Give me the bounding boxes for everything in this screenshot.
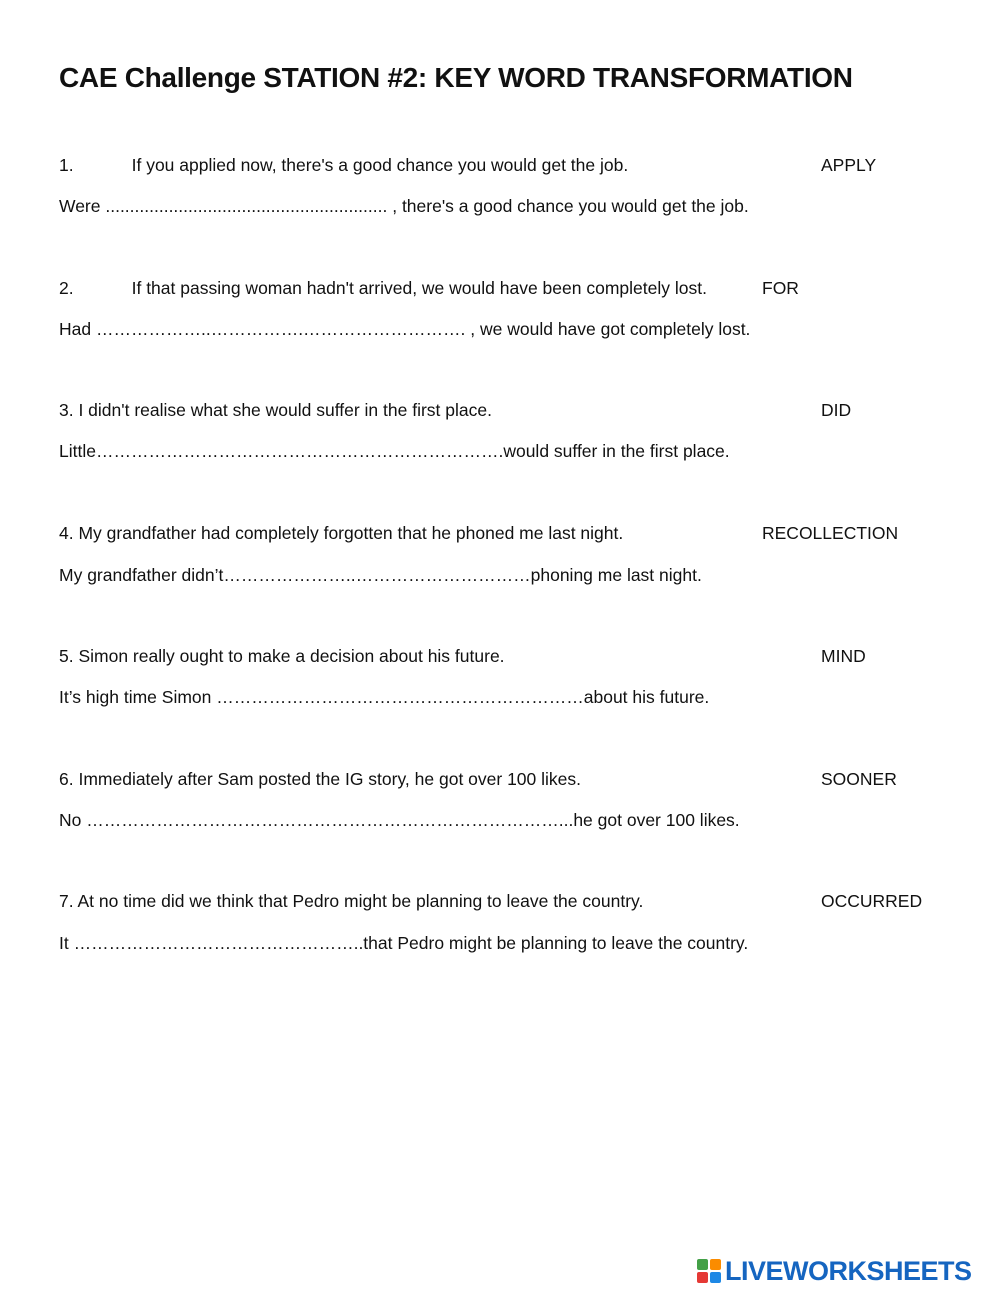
question-3-answer-line[interactable]: Little…………………………………………………………….would suffer in the first place. (59, 441, 730, 461)
question-1-number: 1. (59, 155, 74, 175)
question-4-sentence: 4. My grandfather had completely forgotten that he phoned me last night. (59, 523, 624, 543)
question-4-keyword: RECOLLECTION (762, 523, 899, 543)
question-5-answer-line[interactable]: It’s high time Simon ………………………………………………………about his future. (59, 687, 710, 707)
question-4-answer-line[interactable]: My grandfather didn’t…………………..…………………………phoning me last night. (59, 565, 702, 585)
question-2-text: If that passing woman hadn't arrived, we would have been completely lost. (131, 278, 707, 298)
question-7-answer-line[interactable]: It …………………………………………..that Pedro might be planning to leave the country. (59, 933, 749, 953)
question-2-number: 2. (59, 278, 74, 298)
question-1-answer-line[interactable]: Were .......................................................... , there's a good chance you would get the job. (59, 196, 749, 216)
question-7-sentence: 7. At no time did we think that Pedro might be planning to leave the country. (59, 891, 644, 911)
liveworksheets-logo (697, 1256, 972, 1286)
question-6-answer-line[interactable]: No ………………………………………………………………………...he got over 100 likes. (59, 810, 740, 830)
question-7-keyword: OCCURRED (821, 891, 923, 911)
question-1-keyword: APPLY (821, 155, 877, 175)
question-5-keyword: MIND (821, 646, 866, 666)
question-6-sentence: 6. Immediately after Sam posted the IG story, he got over 100 likes. (59, 769, 582, 789)
question-1-sentence (59, 153, 628, 177)
question-3-keyword: DID (821, 400, 852, 420)
question-5-sentence: 5. Simon really ought to make a decision about his future. (59, 646, 505, 666)
question-2-keyword: FOR (762, 278, 799, 298)
liveworksheets-wordmark: LIVEWORKSHEETS (725, 1256, 972, 1286)
question-2-answer-line[interactable]: Had ………………..…………….………………………. , we would have got completely lost. (59, 319, 751, 339)
liveworksheets-cubes-icon (697, 1259, 721, 1283)
question-1-text: If you applied now, there's a good chance you would get the job. (131, 155, 629, 175)
question-3-sentence: 3. I didn't realise what she would suffer in the first place. (59, 400, 492, 420)
question-2-sentence (59, 276, 707, 300)
worksheet-title: CAE Challenge STATION #2: KEY WORD TRANSFORMATION (59, 62, 853, 93)
question-6-keyword: SOONER (821, 769, 897, 789)
